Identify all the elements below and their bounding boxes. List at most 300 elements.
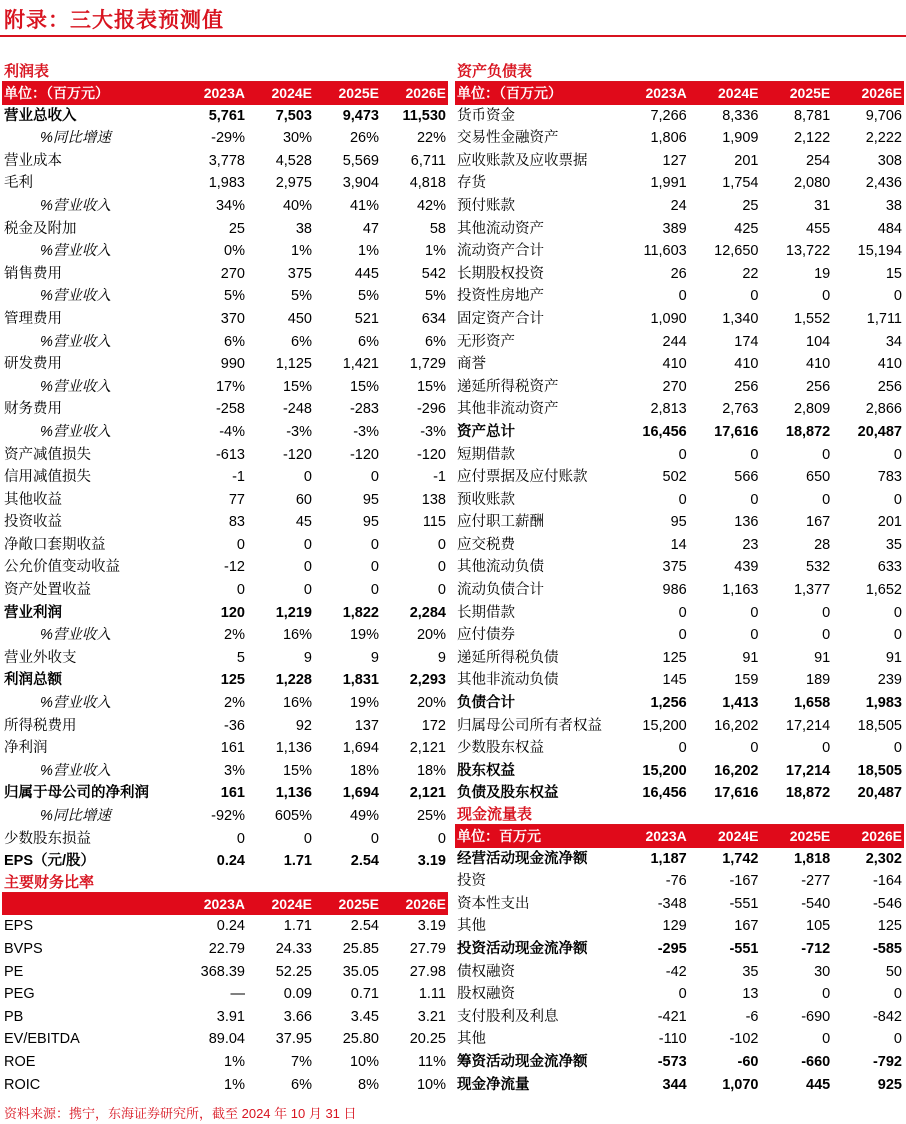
row-value: 2.54: [350, 853, 379, 870]
header-unit-label: 单位：（百万元）: [455, 82, 617, 105]
row-label: PB: [4, 1008, 24, 1025]
row-value: -4%: [219, 423, 245, 440]
row-value: 783: [877, 469, 902, 486]
row-value: -842: [872, 1008, 902, 1025]
row-value: 18,505: [857, 762, 902, 779]
row-value: 445: [806, 1076, 831, 1093]
row-value: 125: [220, 672, 245, 689]
row-label: 递延所得税负债: [457, 649, 559, 666]
table-row: [455, 848, 904, 871]
row-value: 2,121: [409, 740, 446, 757]
row-value: 25.80: [342, 1031, 379, 1048]
table-row: [455, 511, 904, 534]
row-value: 15,200: [642, 762, 687, 779]
row-value: -36: [224, 717, 245, 734]
row-value: 5%: [425, 288, 446, 305]
row-value: 3%: [224, 762, 245, 779]
cashflow-header-row: [455, 825, 904, 848]
row-label: 税金及附加: [4, 220, 77, 237]
table-row: [455, 1006, 904, 1029]
row-value: 1.11: [418, 986, 446, 1003]
row-value: 254: [806, 152, 831, 169]
row-value: 1%: [224, 1076, 245, 1093]
row-value: 410: [734, 356, 759, 373]
row-value: 1.71: [283, 853, 312, 870]
row-value: 0: [303, 582, 312, 599]
row-label: EPS（元/股）: [4, 853, 96, 870]
row-label: 研发费用: [4, 356, 62, 373]
table-row: [2, 263, 448, 286]
row-value: 58: [429, 220, 446, 237]
row-value: 0: [750, 288, 759, 305]
row-value: 11%: [418, 1053, 446, 1070]
row-value: 0: [678, 986, 687, 1003]
row-value: -12: [224, 559, 245, 576]
row-label: 利润总额: [4, 672, 62, 689]
row-value: 77: [228, 491, 245, 508]
row-value: 159: [734, 672, 759, 689]
row-value: 10%: [349, 1053, 379, 1070]
table-row: [2, 805, 448, 828]
row-value: 161: [220, 740, 245, 757]
table-row: [455, 308, 904, 331]
table-row: [455, 915, 904, 938]
table-row: [2, 353, 448, 376]
row-label: 支付股利及利息: [457, 1008, 559, 1025]
row-value: -248: [282, 401, 312, 418]
row-value: 1,219: [275, 604, 312, 621]
row-label: %营业收入: [40, 423, 111, 440]
row-value: 6%: [425, 333, 446, 350]
row-value: 5%: [358, 288, 379, 305]
row-value: 35: [742, 963, 759, 980]
table-row: [2, 850, 448, 873]
table-row: [2, 782, 448, 805]
header-unit-label: 单位：（百万元）: [2, 82, 180, 105]
table-row: [455, 938, 904, 961]
table-row: [455, 556, 904, 579]
row-label: 净敞口套期收益: [4, 536, 106, 553]
row-value: 2%: [224, 695, 245, 712]
table-row: [455, 331, 904, 354]
row-value: 9,473: [342, 107, 379, 124]
header-year: 2026E: [381, 82, 448, 105]
row-value: 91: [814, 649, 831, 666]
row-value: 17,616: [714, 785, 759, 802]
table-row: [2, 489, 448, 512]
row-value: 9,706: [865, 107, 902, 124]
row-value: 145: [662, 672, 687, 689]
row-value: 17,616: [714, 423, 759, 440]
row-value: -546: [872, 895, 902, 912]
row-value: -102: [729, 1031, 759, 1048]
row-value: 375: [287, 265, 312, 282]
header-year: 2023A: [180, 893, 247, 916]
row-value: 990: [220, 356, 245, 373]
row-value: 1,163: [722, 582, 759, 599]
row-value: 189: [806, 672, 831, 689]
table-row: [455, 893, 904, 916]
header-year: 2025E: [314, 82, 381, 105]
row-value: 25.85: [342, 940, 379, 957]
row-value: 0: [370, 582, 379, 599]
row-value: 0: [822, 627, 831, 644]
row-value: 5%: [291, 288, 312, 305]
row-value: 89.04: [208, 1031, 245, 1048]
row-label: 其他收益: [4, 491, 62, 508]
row-label: 流动资产合计: [457, 243, 544, 260]
row-value: -792: [872, 1053, 902, 1070]
row-value: 5,569: [342, 152, 379, 169]
header-year: 2024E: [689, 825, 761, 848]
row-label: 销售费用: [4, 265, 62, 282]
row-label: 预收账款: [457, 491, 515, 508]
row-value: 1,136: [275, 785, 312, 802]
table-row: [455, 737, 904, 760]
table-row: [2, 828, 448, 851]
title-divider: [0, 35, 906, 37]
row-value: -551: [729, 940, 759, 957]
table-row: [2, 308, 448, 331]
row-value: 7%: [291, 1053, 312, 1070]
header-year: 2023A: [617, 825, 689, 848]
row-label: %营业收入: [40, 288, 111, 305]
row-value: 16,456: [642, 423, 687, 440]
row-label: %同比增速: [40, 130, 111, 147]
row-value: 308: [877, 152, 902, 169]
row-value: -1: [433, 469, 446, 486]
row-value: 3.19: [417, 853, 446, 870]
table-row: [2, 1051, 448, 1074]
row-value: 0: [893, 1031, 902, 1048]
table-row: [455, 489, 904, 512]
row-value: 2,763: [722, 401, 759, 418]
row-value: -167: [729, 873, 759, 890]
row-value: 2,809: [793, 401, 831, 418]
row-value: 38: [885, 197, 902, 214]
row-value: 2,975: [275, 175, 312, 192]
table-row: [455, 624, 904, 647]
row-value: 3.45: [350, 1008, 379, 1025]
row-value: 24.33: [275, 940, 312, 957]
row-value: 1,090: [650, 310, 687, 327]
row-value: 20,487: [857, 785, 902, 802]
table-row: [2, 983, 448, 1006]
row-value: 23: [742, 536, 759, 553]
row-label: 应收账款及应收票据: [457, 152, 588, 169]
balance-sheet-table: [455, 82, 904, 805]
row-value: 1,909: [722, 130, 759, 147]
row-value: 1,377: [793, 582, 831, 599]
row-label: 其他非流动负债: [457, 672, 559, 689]
row-value: 125: [877, 918, 902, 935]
row-label: 其他非流动资产: [457, 401, 559, 418]
row-label: 其他流动资产: [457, 220, 544, 237]
row-value: 15: [885, 265, 902, 282]
row-label: 归属母公司所有者权益: [457, 717, 602, 734]
row-value: 0: [678, 446, 687, 463]
header-year: 2025E: [761, 825, 833, 848]
row-value: 0: [678, 627, 687, 644]
row-value: 25: [742, 197, 759, 214]
row-value: 20.25: [409, 1031, 446, 1048]
row-value: 38: [295, 220, 312, 237]
row-value: 2,866: [865, 401, 902, 418]
row-value: 35.05: [342, 963, 379, 980]
table-row: [2, 692, 448, 715]
row-label: 其他: [457, 918, 486, 935]
row-value: 270: [220, 265, 245, 282]
row-label: 商誉: [457, 356, 486, 373]
header-unit-label: [2, 893, 180, 916]
row-value: -348: [657, 895, 687, 912]
row-label: 管理费用: [4, 310, 62, 327]
row-value: 8,781: [793, 107, 831, 124]
table-row: [2, 647, 448, 670]
table-row: [2, 150, 448, 173]
row-value: 37.95: [275, 1031, 312, 1048]
table-row: [455, 669, 904, 692]
row-value: 174: [734, 333, 759, 350]
row-value: -258: [215, 401, 245, 418]
row-value: 0: [437, 559, 446, 576]
row-value: 6%: [291, 333, 312, 350]
row-value: 0: [893, 627, 902, 644]
row-value: 26: [670, 265, 687, 282]
row-value: 2,122: [793, 130, 831, 147]
row-value: 0.09: [283, 986, 312, 1003]
table-row: [2, 421, 448, 444]
row-value: 1%: [291, 243, 312, 260]
row-value: 31: [814, 197, 831, 214]
row-label: 递延所得税资产: [457, 378, 559, 395]
row-value: 172: [421, 717, 446, 734]
table-row: [455, 105, 904, 128]
row-label: 短期借款: [457, 446, 515, 463]
row-value: 14: [670, 536, 687, 553]
row-label: 固定资产合计: [457, 310, 544, 327]
row-label: 投资: [457, 873, 486, 890]
header-year: 2024E: [247, 82, 314, 105]
row-value: 20,487: [857, 423, 902, 440]
row-value: 7,503: [275, 107, 312, 124]
row-value: 521: [354, 310, 379, 327]
row-value: 0: [236, 536, 245, 553]
row-value: 633: [877, 559, 902, 576]
row-value: 455: [806, 220, 831, 237]
row-value: 4,528: [275, 152, 312, 169]
row-value: 0: [370, 830, 379, 847]
row-value: 34: [885, 333, 902, 350]
row-value: 8%: [358, 1076, 379, 1093]
row-label: 应付职工薪酬: [457, 514, 544, 531]
row-label: 负债及股东权益: [457, 785, 559, 802]
row-label: 交易性金融资产: [457, 130, 559, 147]
row-value: 2%: [224, 627, 245, 644]
row-value: 389: [662, 220, 687, 237]
row-value: -283: [349, 401, 379, 418]
table-row: [2, 602, 448, 625]
header-year: 2026E: [381, 893, 448, 916]
row-value: -613: [215, 446, 245, 463]
row-label: 营业利润: [4, 604, 62, 621]
row-value: 0: [303, 469, 312, 486]
row-label: PEG: [4, 986, 35, 1003]
income-statement-title: 利润表: [2, 62, 448, 82]
row-label: %营业收入: [40, 695, 111, 712]
row-value: 1,228: [275, 672, 312, 689]
row-value: 532: [806, 559, 831, 576]
row-label: 无形资产: [457, 333, 515, 350]
row-value: 91: [885, 649, 902, 666]
table-row: [455, 983, 904, 1006]
row-label: 经营活动现金流净额: [457, 850, 588, 867]
table-row: [455, 285, 904, 308]
row-value: 16,202: [714, 717, 759, 734]
row-value: 3.19: [417, 918, 446, 935]
row-value: 270: [662, 378, 687, 395]
row-value: 1,983: [208, 175, 245, 192]
table-row: [2, 715, 448, 738]
row-value: -60: [737, 1053, 759, 1070]
row-value: 2,284: [409, 604, 446, 621]
row-value: 410: [877, 356, 902, 373]
row-label: 长期股权投资: [457, 265, 544, 282]
row-value: 0: [822, 986, 831, 1003]
balance-header-row: [455, 82, 904, 105]
row-value: 1,658: [793, 695, 831, 712]
row-value: 12,650: [714, 243, 759, 260]
table-row: [455, 353, 904, 376]
row-value: 161: [220, 785, 245, 802]
row-value: 0: [437, 830, 446, 847]
balance-sheet-title: 资产负债表: [455, 62, 904, 82]
row-value: 16,202: [714, 762, 759, 779]
row-value: 1,413: [722, 695, 759, 712]
table-row: [455, 218, 904, 241]
row-value: 17%: [215, 378, 245, 395]
row-value: 26%: [349, 130, 379, 147]
row-label: %营业收入: [40, 243, 111, 260]
table-row: [455, 647, 904, 670]
row-value: 10%: [416, 1076, 446, 1093]
row-value: 19%: [349, 627, 379, 644]
row-value: 368.39: [200, 963, 245, 980]
row-value: 27.98: [409, 963, 446, 980]
row-value: 0: [822, 491, 831, 508]
row-value: 115: [422, 514, 446, 531]
table-row: [2, 534, 448, 557]
table-row: [455, 398, 904, 421]
table-row: [2, 376, 448, 399]
table-row: [455, 444, 904, 467]
table-row: [2, 737, 448, 760]
row-value: 1,136: [275, 740, 312, 757]
row-value: 256: [877, 378, 902, 395]
table-row: [2, 624, 448, 647]
table-row: [2, 398, 448, 421]
row-value: -540: [801, 895, 831, 912]
row-label: 应付债券: [457, 627, 515, 644]
row-value: 11,603: [643, 243, 687, 260]
table-row: [2, 127, 448, 150]
row-label: 营业外收支: [4, 649, 77, 666]
row-value: 95: [670, 514, 687, 531]
cashflow-table: [455, 825, 904, 1096]
row-label: 资产总计: [457, 423, 515, 440]
table-row: [455, 150, 904, 173]
row-value: 0: [822, 1031, 831, 1048]
row-value: 484: [877, 220, 902, 237]
table-row: [2, 285, 448, 308]
row-value: 15,200: [642, 717, 687, 734]
table-row: [2, 240, 448, 263]
row-value: 0: [750, 491, 759, 508]
row-value: 0: [303, 559, 312, 576]
row-value: 1,991: [650, 175, 687, 192]
row-value: 0: [893, 491, 902, 508]
row-value: 0: [750, 740, 759, 757]
row-value: 5%: [224, 288, 245, 305]
row-value: 45: [295, 514, 312, 531]
row-label: 长期借款: [457, 604, 515, 621]
income-statement-table: [2, 82, 448, 873]
ratios-title: 主要财务比率: [2, 873, 448, 893]
row-value: 1,694: [342, 740, 379, 757]
row-value: 167: [734, 918, 759, 935]
row-value: 244: [662, 333, 687, 350]
table-row: [455, 376, 904, 399]
row-value: 0.24: [216, 918, 245, 935]
row-value: 0: [893, 446, 902, 463]
row-value: 1,831: [342, 672, 379, 689]
row-value: 1,552: [793, 310, 831, 327]
row-label: 股权融资: [457, 986, 515, 1003]
row-value: 41%: [349, 197, 379, 214]
row-label: 少数股东损益: [4, 830, 91, 847]
row-label: 流动负债合计: [457, 582, 544, 599]
table-row: [455, 760, 904, 783]
ratios-table: [2, 893, 448, 1096]
table-row: [2, 760, 448, 783]
table-row: [2, 172, 448, 195]
row-value: -6: [745, 1008, 759, 1025]
row-value: 6,711: [410, 152, 446, 169]
row-value: -712: [801, 940, 831, 957]
table-row: [2, 669, 448, 692]
row-value: 0: [303, 830, 312, 847]
row-label: PE: [4, 963, 24, 980]
row-value: 410: [806, 356, 831, 373]
row-label: %营业收入: [40, 378, 111, 395]
row-value: 605%: [274, 808, 312, 824]
row-value: 20%: [416, 695, 446, 712]
table-row: [455, 602, 904, 625]
row-value: 6%: [358, 333, 379, 350]
row-value: 15%: [282, 378, 312, 395]
page-title: 附录：三大报表预测值: [4, 9, 224, 32]
row-label: EPS: [4, 918, 34, 935]
table-row: [2, 961, 448, 984]
row-value: 167: [806, 514, 831, 531]
left-column: [2, 62, 448, 1096]
row-value: 1.71: [283, 918, 312, 935]
table-row: [2, 195, 448, 218]
row-label: 其他流动负债: [457, 559, 544, 576]
row-value: 0: [893, 986, 902, 1003]
row-value: 91: [742, 649, 759, 666]
row-value: 95: [362, 491, 379, 508]
